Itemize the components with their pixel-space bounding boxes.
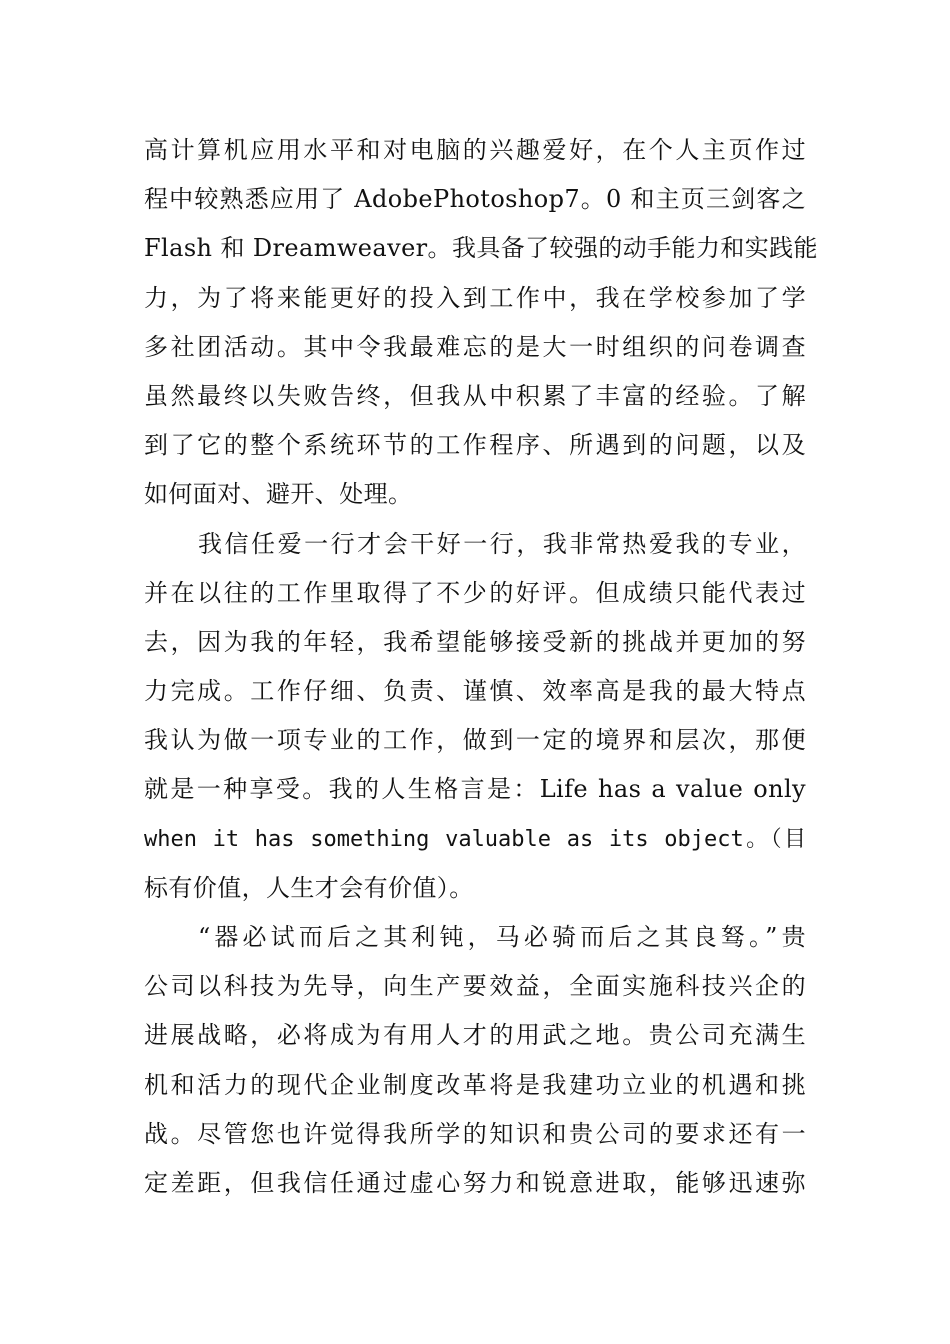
text-line-7: 到了它的整个系统环节的工作程序、所遇到的问题，以及 bbox=[144, 431, 806, 460]
text-line-6: 虽然最终以失败告终，但我从中积累了丰富的经验。了解 bbox=[144, 381, 806, 410]
text-line-12: 力完成。工作仔细、负责、谨慎、效率高是我的最大特点 bbox=[144, 677, 806, 706]
text-line-8: 如何面对、避开、处理。 bbox=[144, 480, 413, 509]
text-line-10: 并在以往的工作里取得了不少的好评。但成绩只能代表过 bbox=[144, 578, 806, 607]
text-line-2: 程中较熟悉应用了 AdobePhotoshop7。0 和主页三剑客之 bbox=[144, 185, 806, 214]
text-line-5: 多社团活动。其中令我最难忘的是大一时组织的问卷调查 bbox=[144, 332, 806, 361]
text-line-9: 我信任爱一行才会干好一行，我非常热爱我的专业， bbox=[198, 529, 806, 558]
text-line-19: 进展战略，必将成为有用人才的用武之地。贵公司充满生 bbox=[144, 1021, 806, 1050]
text-line-16: 标有价值，人生才会有价值）。 bbox=[144, 873, 474, 902]
text-line-21: 战。尽管您也许觉得我所学的知识和贵公司的要求还有一 bbox=[144, 1119, 806, 1148]
text-line-17: “器必试而后之其利钝，马必骑而后之其良驽。”贵 bbox=[198, 923, 806, 951]
text-line-20: 机和活力的现代企业制度改革将是我建功立业的机遇和挑 bbox=[144, 1070, 806, 1099]
body-text bbox=[144, 126, 818, 1208]
text-line-4: 力，为了将来能更好的投入到工作中，我在学校参加了学 bbox=[144, 283, 806, 312]
text-line-15: when it has something valuable as its object。（目 bbox=[144, 826, 806, 852]
text-line-13: 我认为做一项专业的工作，做到一定的境界和层次，那便 bbox=[144, 726, 806, 755]
text-line-14: 就是一种享受。我的人生格言是：Life has a value only bbox=[144, 775, 806, 804]
text-line-11: 去，因为我的年轻，我希望能够接受新的挑战并更加的努 bbox=[144, 627, 806, 656]
text-line-1: 高计算机应用水平和对电脑的兴趣爱好，在个人主页作过 bbox=[144, 136, 806, 164]
text-line-3: Flash 和 Dreamweaver。我具备了较强的动手能力和实践能 bbox=[144, 234, 818, 263]
text-line-18: 公司以科技为先导，向生产要效益，全面实施科技兴企的 bbox=[144, 972, 806, 1001]
text-line-22: 定差距，但我信任通过虚心努力和锐意进取，能够迅速弥 bbox=[144, 1168, 806, 1197]
